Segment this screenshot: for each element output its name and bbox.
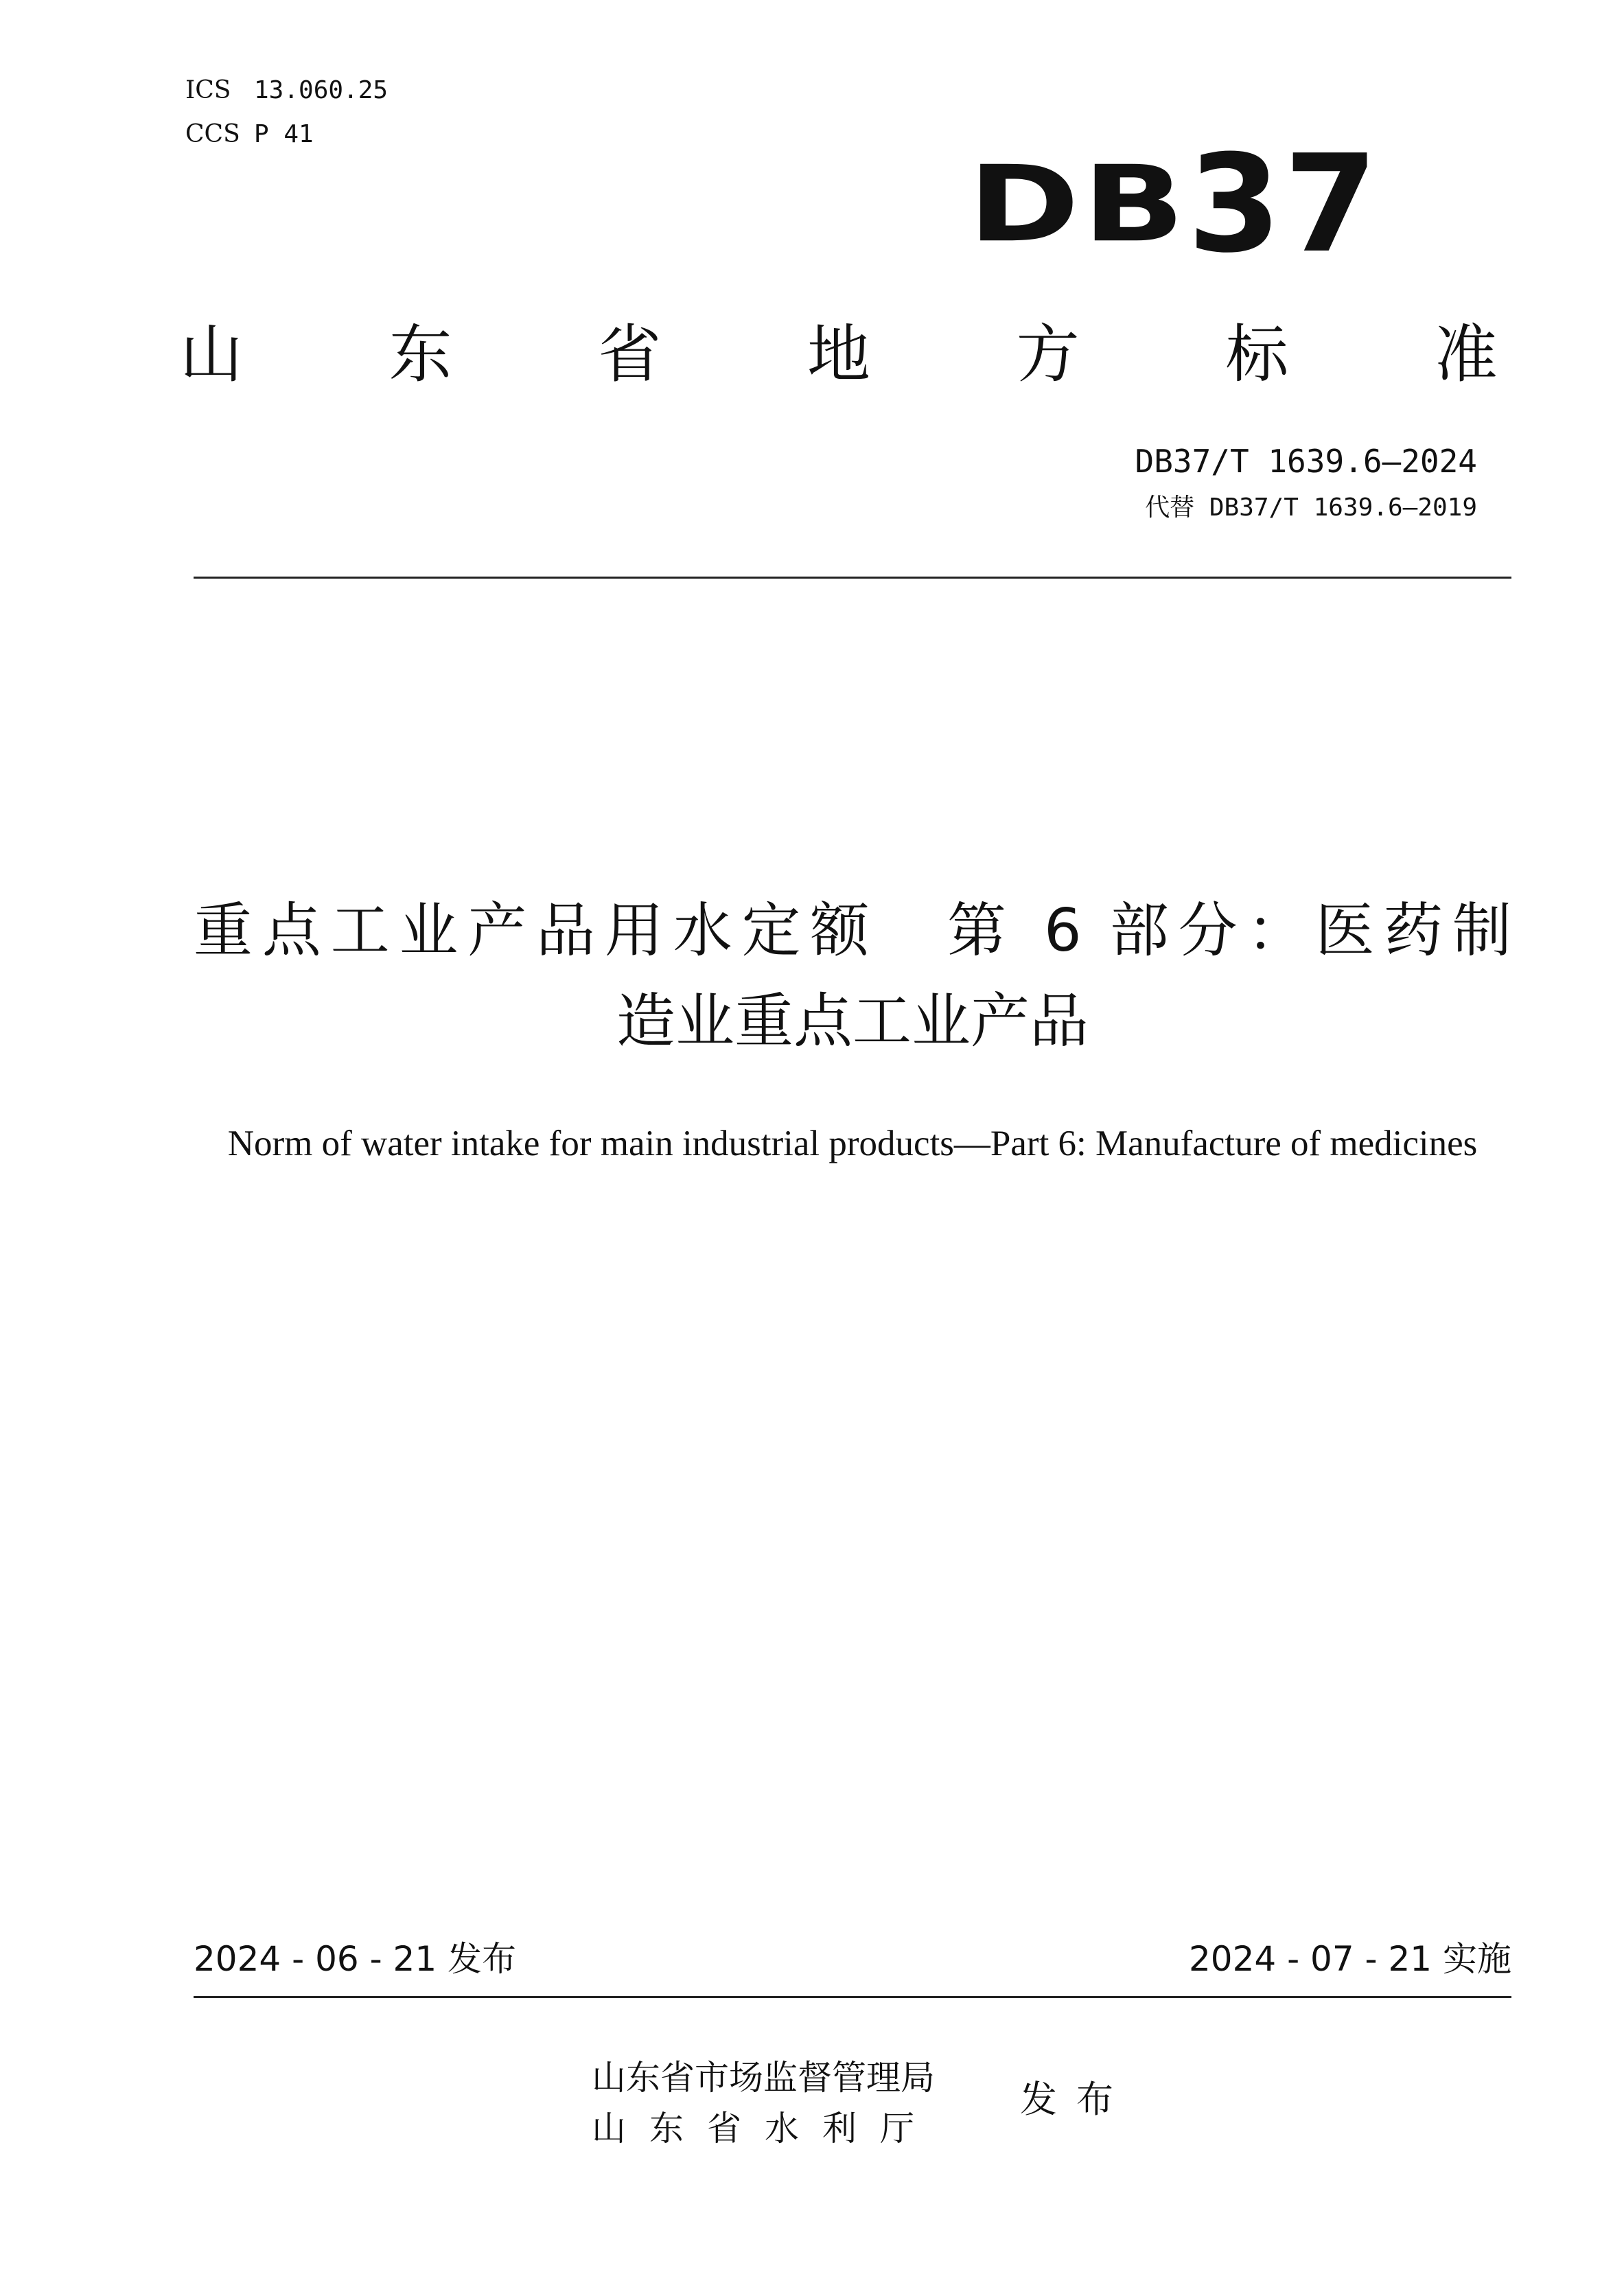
ccs-value: P 41 (254, 120, 314, 148)
standard-category-header (180, 317, 1498, 393)
chinese-title-line1: 重点工业产品用水定额 第 6 部分：医药制 (194, 896, 1511, 965)
english-title: Norm of water intake for main industrial products—Part 6: Manufacture of medicines (227, 1124, 1478, 1163)
ics-code (185, 76, 388, 106)
issuer-water-resources: 山东省水利厅 (592, 2109, 938, 2148)
issuing-authorities (592, 2052, 976, 2154)
ics-label: ICS (185, 76, 231, 104)
replaces-standard: 代替 DB37/T 1639.6—2019 (1145, 494, 1477, 522)
publish-label: 发布 (1020, 2078, 1133, 2121)
top-divider (194, 577, 1511, 579)
header-char: 标 (1225, 318, 1289, 391)
logo-number: 37 (1187, 126, 1380, 283)
header-char: 山 (180, 318, 244, 391)
header-char: 省 (598, 318, 662, 391)
implementation-date: 2024 - 07 - 21 实施 (1188, 1939, 1511, 1979)
chinese-title-line2: 造业重点工业产品 (616, 987, 1089, 1056)
chinese-title (194, 885, 1511, 1067)
db37-logo (968, 126, 1380, 283)
header-char: 地 (807, 318, 870, 391)
ics-value: 13.060.25 (254, 76, 388, 104)
standard-number: DB37/T 1639.6—2024 (1135, 443, 1477, 480)
issuer-market-regulation: 山东省市场监督管理局 (592, 2058, 935, 2098)
header-char: 方 (1016, 318, 1080, 391)
ccs-code (185, 119, 314, 150)
bottom-divider (194, 1996, 1511, 1998)
logo-db: DB (968, 143, 1188, 266)
header-char: 准 (1434, 318, 1498, 391)
issue-date: 2024 - 06 - 21 发布 (194, 1939, 517, 1979)
ccs-label: CCS (185, 120, 240, 148)
header-char: 东 (388, 318, 452, 391)
